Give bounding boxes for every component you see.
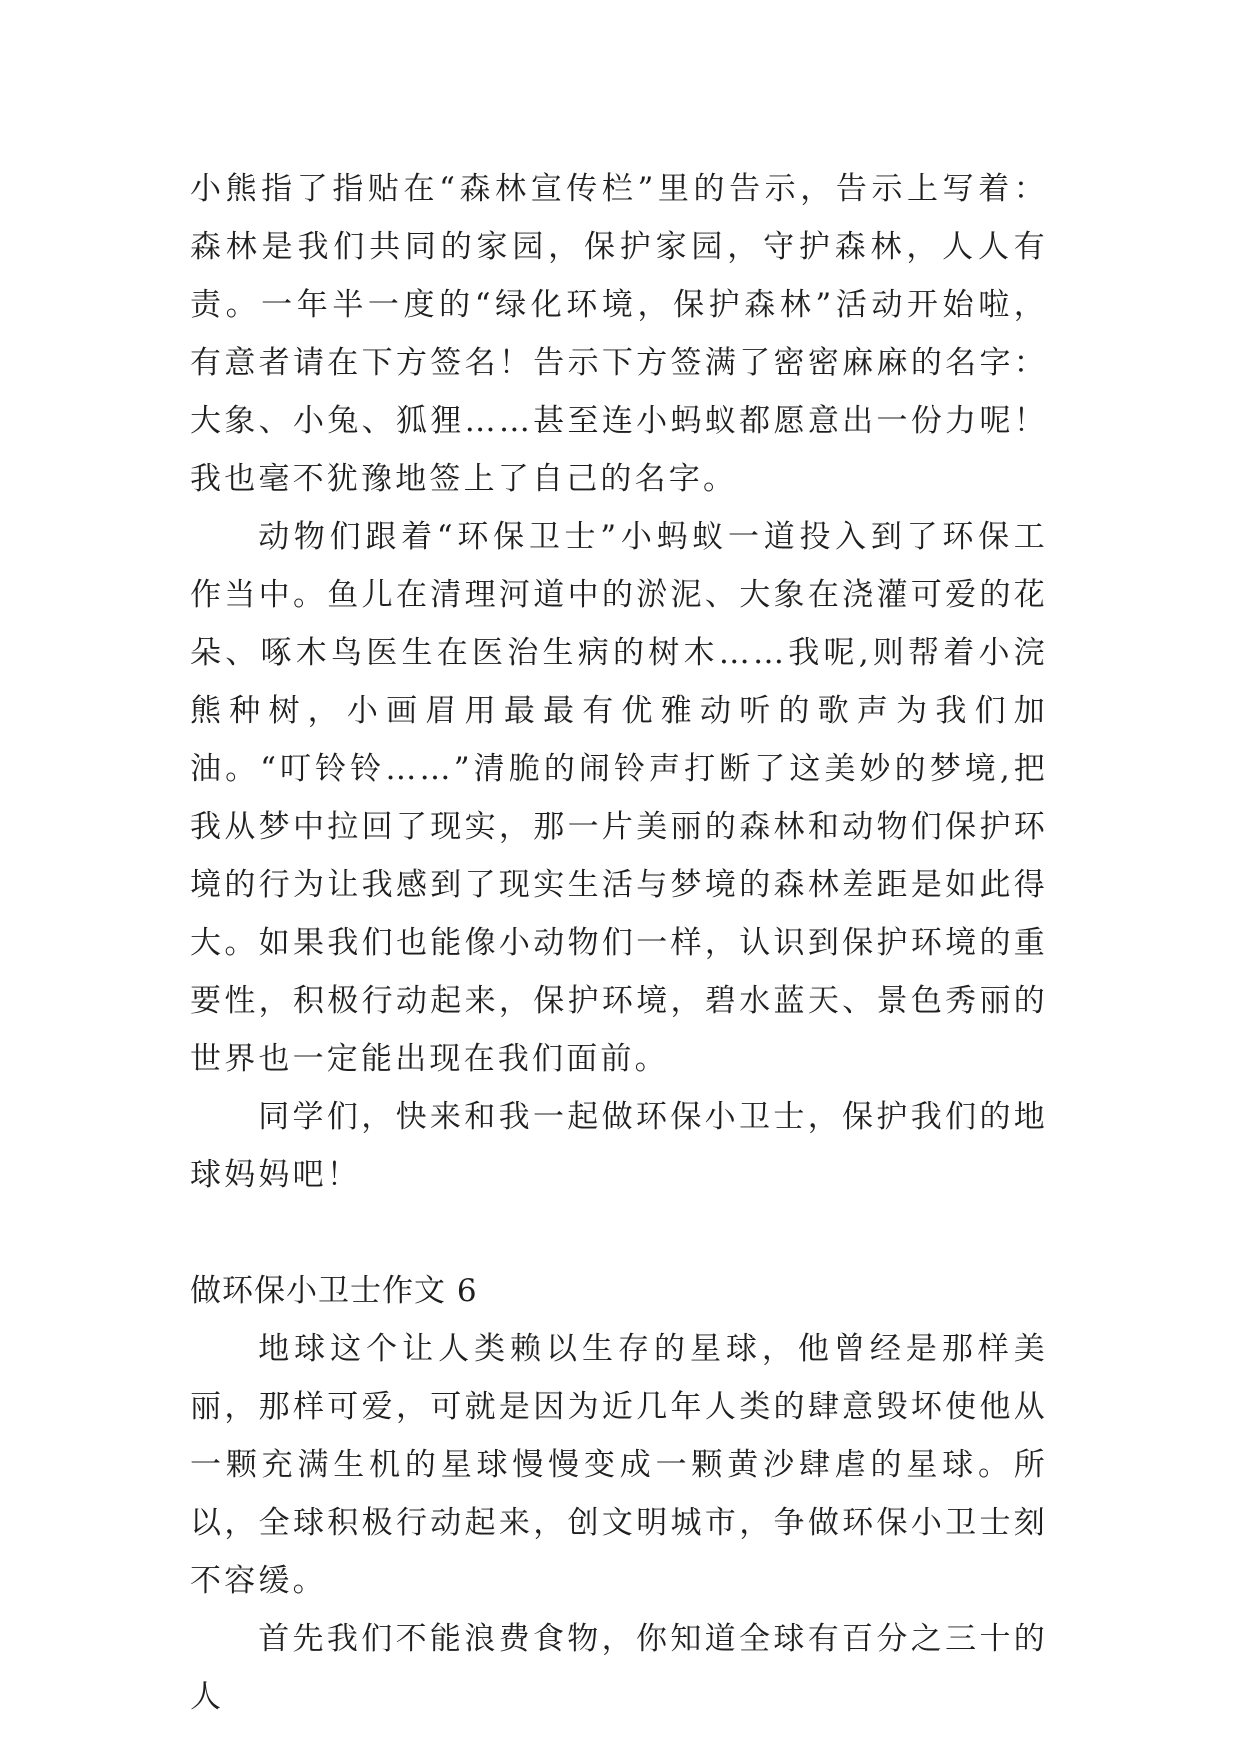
paragraph-4: 地球这个让人类赖以生存的星球，他曾经是那样美丽，那样可爱，可就是因为近几年人类的肆意毁坏使他从一颗充满生机的星球慢慢变成一颗黄沙肆虐的星球。所以，全球积极行动起来，创文明城市，争做环保小卫士刻不容缓。 xyxy=(190,1331,1048,1599)
paragraph-5: 首先我们不能浪费食物，你知道全球有百分之三十的人 xyxy=(190,1621,1048,1715)
paragraph-1: 小熊指了指贴在“森林宣传栏”里的告示，告示上写着：森林是我们共同的家园，保护家园，守护森林，人人有责。一年半一度的“绿化环境，保护森林”活动开始啦，有意者请在下方签名！告示下方签满了密密麻麻的名字：大象、小兔、狐狸……甚至连小蚂蚁都愿意出一份力呢！我也毫不犹豫地签上了自己的名字。 xyxy=(190,171,1048,497)
document-body xyxy=(190,160,1048,1726)
section-title: 做环保小卫士作文 6 xyxy=(190,1273,478,1309)
paragraph-3: 同学们，快来和我一起做环保小卫士，保护我们的地球妈妈吧！ xyxy=(190,1099,1048,1193)
paragraph-2: 动物们跟着“环保卫士”小蚂蚁一道投入到了环保工作当中。鱼儿在清理河道中的淤泥、大象在浇灌可爱的花朵、啄木鸟医生在医治生病的树木……我呢,则帮着小浣熊种树，小画眉用最最有优雅动听的歌声为我们加油。“叮铃铃……”清脆的闹铃声打断了这美妙的梦境,把我从梦中拉回了现实，那一片美丽的森林和动物们保护环境的行为让我感到了现实生活与梦境的森林差距是如此得大。如果我们也能像小动物们一样，认识到保护环境的重要性，积极行动起来，保护环境，碧水蓝天、景色秀丽的世界也一定能出现在我们面前。 xyxy=(190,519,1048,1077)
